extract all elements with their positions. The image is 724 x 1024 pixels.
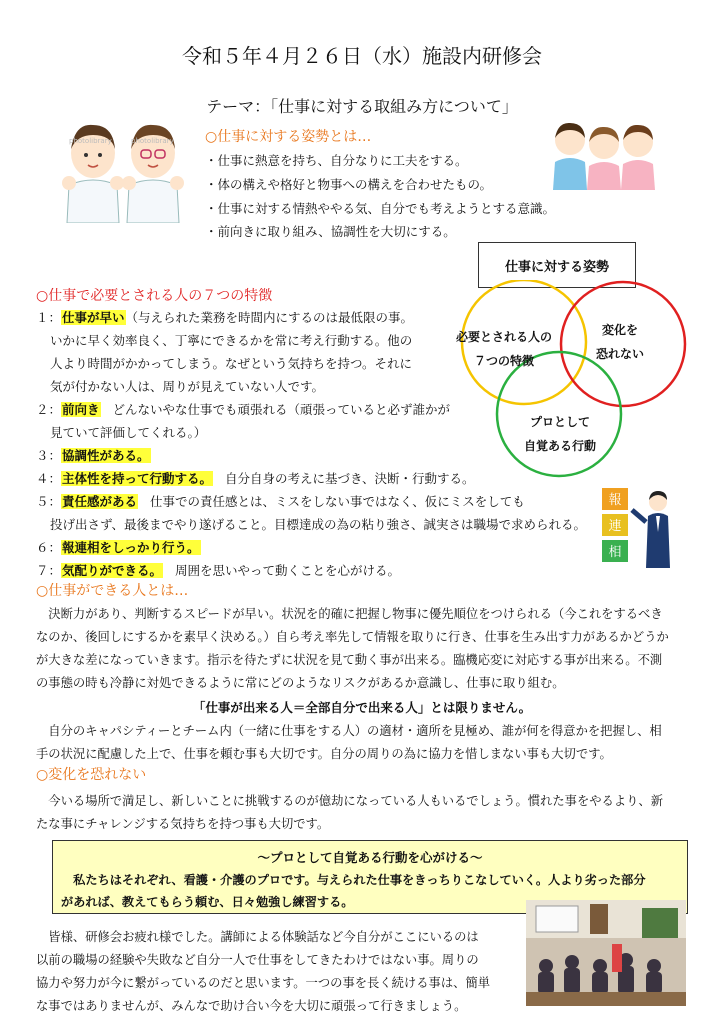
professional-box-title: ～プロとして自覚ある行動を心がける～ [257, 850, 483, 865]
trait-1-line: 気が付かない人は、周りが見えていない人です。 [50, 379, 325, 394]
closing-line: 協力や努力が今に繋がっているのだと思います。一つの事を長く続ける事は、簡単 [36, 976, 491, 990]
closing-line: な事ではありませんが、みんなで助け合い今を大切に頑張って行きましょう。 [36, 999, 467, 1013]
closing-line: 皆様、研修会お疲れ様でした。講師による体験話など今自分がここにいるのは [36, 930, 479, 944]
venn-title: 仕事に対する姿勢 [478, 242, 636, 288]
trait-5-line: 投げ出さず、最後までやり遂げること。目標達成の為の粘り強さ、誠実さは職場で求められる。 [50, 517, 587, 532]
trait-2: ２：前向き どんないやな仕事でも頑張れる（頑張っていると必ず誰かが [36, 402, 451, 417]
watermark: photolibrary [69, 137, 112, 145]
trait-3: ３：協調性がある。 [36, 448, 150, 463]
hou-char: 報 [608, 493, 622, 508]
trait-5: ５：責任感がある 仕事での責任感とは、ミスをしない事ではなく、仮にミスをしても [36, 494, 525, 509]
venn-label-professional: プロとして 自覚ある行動 [523, 415, 596, 453]
capable-paragraph-line: 決断力があり、判断するスピードが早い。状況を的確に把握し物事に優先順位をつけられる（今これをするべき [36, 607, 663, 621]
ren-char: 連 [608, 519, 622, 534]
capable-paragraph-line: 自分のキャパシティーとチーム内（一緒に仕事をする人）の適材・適所を見極め、誰が何を得意かを把握し、相 [36, 724, 662, 738]
page-subtitle: テーマ：「仕事に対する取組み方について」 [206, 97, 518, 116]
attitude-heading: ○仕事に対する姿勢とは… [205, 129, 372, 145]
trait-1-line: 人より時間がかかってしまう。なぜという気持ちを持つ。それに [50, 356, 413, 371]
staff-illustration [548, 116, 660, 190]
capable-paragraph-line: が大きな差になっていきます。指示を待たずに状況を見て動く事が出来る。臨機応変に対応する事が出来る。不測 [36, 653, 663, 667]
professional-box-line: があれば、教えてもらう頼む、日々勉強し練習する。 [61, 895, 354, 909]
nurses-illustration [55, 113, 190, 223]
change-heading: ○変化を恐れない [36, 767, 147, 783]
page-title: 令和５年４月２６日（水）施設内研修会 [182, 44, 542, 68]
trait-2-line: 見ていて評価してくれる。） [50, 425, 207, 440]
hourensou-illustration [592, 480, 684, 572]
trait-4: ４：主体性を持って行動する。 自分自身の考えに基づき、決断・行動する。 [36, 471, 475, 486]
trait-6: ６：報連相をしっかり行う。 [36, 540, 200, 555]
professional-box-line: 私たちはそれぞれ、看護・介護のプロです。与えられた仕事をきっちりこなしていく。人より劣った部分 [61, 873, 646, 887]
change-paragraph-line: 今いる場所で満足し、新しいことに挑戦するのが億劫になっている人もいるでしょう。慣れた事をやるより、新 [36, 794, 664, 808]
venn-label-change: 変化を 恐れない [595, 323, 644, 361]
attitude-bullet: ・体の構えや格好と物事への構えを合わせたもの。 [205, 177, 493, 192]
capable-paragraph-line: 手の状況に配慮した上で、仕事を頼む事も大切です。自分の周りの為に協力を惜しまない事も大切です。 [36, 747, 612, 761]
attitude-bullet: ・仕事に熱意を持ち、自分なりに工夫をする。 [205, 153, 468, 168]
sou-char: 相 [608, 545, 622, 560]
seven-traits-heading: ○仕事で必要とされる人の７つの特徴 [36, 288, 273, 304]
attitude-bullet: ・前向きに取り組み、協調性を大切にする。 [205, 224, 456, 239]
attitude-bullet: ・仕事に対する情熱ややる気、自分でも考えようとする意識。 [205, 201, 556, 216]
trait-1: １：仕事が早い（与えられた業務を時間内にするのは最低限の事。 [36, 310, 414, 325]
capable-heading: ○仕事ができる人とは… [36, 583, 189, 599]
trait-7: ７：気配りができる。 周囲を思いやって動くことを心がける。 [36, 563, 401, 578]
change-paragraph-line: たな事にチャレンジする気持ちを持つ事も大切です。 [36, 817, 330, 831]
capable-emphasis: 「仕事が出来る人＝全部自分で出来る人」とは限りません。 [192, 700, 532, 715]
training-photo [526, 900, 686, 1006]
closing-line: 以前の職場の経験や失敗など自分一人で仕事をしてきたわけではない事。周りの [36, 953, 479, 967]
venn-label-seven-traits: 必要とされる人の ７つの特徴 [455, 330, 552, 368]
capable-paragraph-line: なのか、後回しにするかを素早く決める。）自ら考え率先して情報を取りに行き、仕事を生み出す力があるかどうか [36, 630, 669, 644]
watermark: photolibrary [131, 137, 174, 145]
capable-paragraph-line: の事態の時も冷静に対処できるように常にどのようなリスクがあるか意識し、仕事に取り組む。 [36, 676, 565, 690]
trait-1-line: いかに早く効率良く、丁寧にできるかを常に考え行動する。他の [50, 333, 413, 348]
